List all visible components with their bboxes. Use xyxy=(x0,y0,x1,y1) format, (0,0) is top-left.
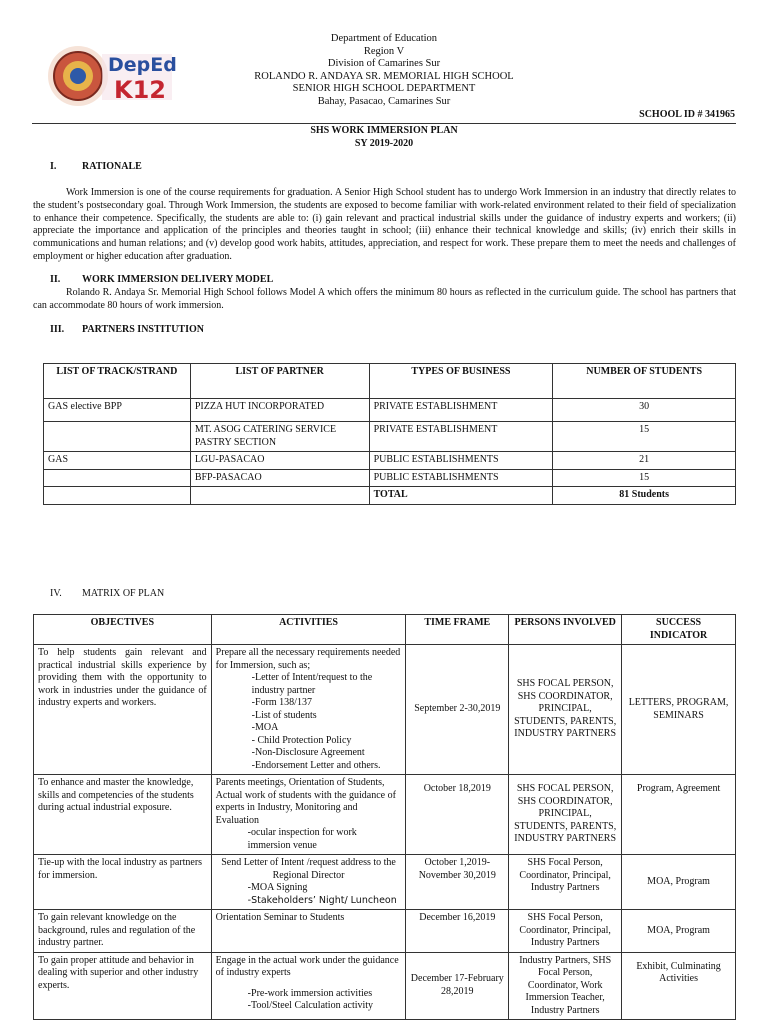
svg-text:DepEd: DepEd xyxy=(108,54,176,76)
section-title: PARTNERS INSTITUTION xyxy=(82,324,204,335)
activity-intro: Parents meetings, Orientation of Students, Actual work of students with the guidance of experts in Industry, Monitoring and Evaluation xyxy=(215,777,396,826)
table-row xyxy=(44,452,736,470)
total-row xyxy=(44,487,736,505)
indicator-cell: Program, Agreement xyxy=(622,775,736,855)
header-line-2: Region V xyxy=(363,45,405,57)
business-type-cell: PRIVATE ESTABLISHMENT xyxy=(369,422,553,452)
objective-cell: To help students gain relevant and practical industrial skills experience by providing them with the opportunity to work in industries under the guidance of industry experts and workers. xyxy=(34,645,212,775)
letterhead xyxy=(0,33,768,108)
activity-items: -Pre-work immersion activities -Tool/Steel Calculation activity xyxy=(247,987,374,1011)
header-line-3: Division of Camarines Sur xyxy=(327,58,441,69)
activities-cell xyxy=(211,645,406,775)
activities-cell xyxy=(211,952,406,1020)
objective-cell: To enhance and master the knowledge, skills and competencies of the students during actual industrial exposure. xyxy=(34,775,212,855)
activities-cell xyxy=(211,775,406,855)
column-header: OBJECTIVES xyxy=(34,615,212,645)
column-header: TYPES OF BUSINESS xyxy=(369,364,553,399)
objective-cell: Tie-up with the local industry as partners for immersion. xyxy=(34,855,212,910)
matrix-table xyxy=(33,614,736,1020)
business-type-cell: PUBLIC ESTABLISHMENTS xyxy=(369,469,553,487)
persons-cell: SHS Focal Person, Coordinator, Principal, Industry Partners xyxy=(509,910,622,953)
total-value: 81 Students xyxy=(553,487,736,505)
column-header: NUMBER OF STUDENTS xyxy=(553,364,736,399)
activity-extra: -Stakeholders’ Night/ Luncheon xyxy=(247,894,397,906)
business-type-cell: PUBLIC ESTABLISHMENTS xyxy=(369,452,553,470)
activity-items: -Letter of Intent/request to the industry partner -Form 138/137 -List of students -MOA - Child Protection Policy -Non-Disclosure Agreement -Endorsement Letter and others. xyxy=(251,672,381,771)
section-matrix-heading xyxy=(50,588,164,599)
plan-title: SHS WORK IMMERSION PLAN xyxy=(310,125,458,136)
student-count-cell: 15 xyxy=(553,422,736,452)
activity-intro: Engage in the actual work under the guidance of industry experts xyxy=(215,954,399,978)
column-header: TIME FRAME xyxy=(406,615,509,645)
student-count-cell: 30 xyxy=(553,399,736,422)
activity-items: -MOA Signing xyxy=(247,882,308,893)
school-id: SCHOOL ID # 341965 xyxy=(639,109,735,120)
objective-cell: To gain relevant knowledge on the background, rules and regulation of the industry partner. xyxy=(34,910,212,953)
indicator-cell: MOA, Program xyxy=(622,910,736,953)
partner-cell: LGU-PASACAO xyxy=(190,452,369,470)
section-partners-heading xyxy=(50,324,204,335)
partners-table xyxy=(43,363,736,505)
table-row xyxy=(44,399,736,422)
section-number: II. xyxy=(50,274,61,285)
track-cell: GAS xyxy=(44,452,191,470)
indicator-cell: MOA, Program xyxy=(622,855,736,910)
time-frame-cell: October 18,2019 xyxy=(406,775,509,855)
track-cell xyxy=(44,469,191,487)
indicator-cell: Exhibit, Culminating Activities xyxy=(622,952,736,1020)
table-row xyxy=(34,775,736,855)
svg-text:K12: K12 xyxy=(114,76,166,104)
activities-cell: Orientation Seminar to Students xyxy=(211,910,406,953)
table-row xyxy=(44,469,736,487)
persons-cell: SHS FOCAL PERSON, SHS COORDINATOR, PRINCIPAL, STUDENTS, PARENTS, INDUSTRY PARTNERS xyxy=(509,775,622,855)
objective-cell: To gain proper attitude and behavior in dealing with superior and other industry experts. xyxy=(34,952,212,1020)
section-number: IV. xyxy=(50,588,62,599)
activity-intro: Prepare all the necessary requirements needed for Immersion, such as; xyxy=(215,647,401,671)
indicator-cell: LETTERS, PROGRAM, SEMINARS xyxy=(622,645,736,775)
time-frame-cell: December 16,2019 xyxy=(406,910,509,953)
track-cell xyxy=(44,422,191,452)
delivery-model-paragraph: Rolando R. Andaya Sr. Memorial High School follows Model A which offers the minimum 80 hours as reflected in the curriculum guide. The school has partners that can accommodate 80 hours of work immersion. xyxy=(33,287,736,311)
section-number: I. xyxy=(50,161,57,172)
section-title: MATRIX OF PLAN xyxy=(82,588,165,599)
table-header-row xyxy=(34,615,736,645)
table-row xyxy=(44,422,736,452)
persons-cell: Industry Partners, SHS Focal Person, Coordinator, Work Immersion Teacher, Industry Partners xyxy=(509,952,622,1020)
activities-cell xyxy=(211,855,406,910)
table-row xyxy=(34,910,736,953)
section-title: RATIONALE xyxy=(82,161,142,172)
column-header: LIST OF TRACK/STRAND xyxy=(44,364,191,399)
track-cell: GAS elective BPP xyxy=(44,399,191,422)
total-label: TOTAL xyxy=(369,487,553,505)
time-frame-cell: December 17-February 28,2019 xyxy=(406,952,509,1020)
column-header: ACTIVITIES xyxy=(211,615,406,645)
section-delivery-heading xyxy=(50,274,273,285)
rationale-paragraph: Work Immersion is one of the course requirements for graduation. A Senior High School student has to undergo Work Immersion in an industry that directly relates to the student’s postsecondary goal. Through Work Immersion, the students are exposed to become familiar with work-related environment related to their field of specialization to enhance their competence. Specifically, the students are able to: (i) gain relevant and practical industrial skills under the guidance of industry experts and workers; (ii) appreciate the importance and application of the principles and theories taught in school; (iii) enhance their technical knowledge and skills; (iv) enrich their skills in communications and human relations; and (v) develop good work habits, attitudes, appreciation, and respect for work. These prepare them to meet the needs and challenges of employment or higher education after graduation. xyxy=(33,187,736,262)
student-count-cell: 15 xyxy=(553,469,736,487)
section-number: III. xyxy=(50,324,65,335)
header-line-4: ROLANDO R. ANDAYA SR. MEMORIAL HIGH SCHOOL xyxy=(254,70,514,82)
table-row xyxy=(34,645,736,775)
table-row xyxy=(34,855,736,910)
business-type-cell: PRIVATE ESTABLISHMENT xyxy=(369,399,553,422)
table-row xyxy=(34,952,736,1020)
plan-year: SY 2019-2020 xyxy=(354,138,414,149)
activity-intro: Send Letter of Intent /request address to the Regional Director xyxy=(221,857,396,881)
partner-cell: MT. ASOG CATERING SERVICE PASTRY SECTION xyxy=(190,422,369,452)
header-line-1: Department of Education xyxy=(330,33,438,44)
persons-cell: SHS FOCAL PERSON, SHS COORDINATOR, PRINCIPAL, STUDENTS, PARENTS, INDUSTRY PARTNERS xyxy=(509,645,622,775)
plan-title-block xyxy=(0,124,768,150)
section-rationale-heading xyxy=(50,161,142,172)
time-frame-cell: October 1,2019- November 30,2019 xyxy=(406,855,509,910)
partner-cell: BFP-PASACAO xyxy=(190,469,369,487)
table-header-row xyxy=(44,364,736,399)
student-count-cell: 21 xyxy=(553,452,736,470)
partner-cell: PIZZA HUT INCORPORATED xyxy=(190,399,369,422)
column-header: PERSONS INVOLVED xyxy=(509,615,622,645)
header-line-6: Bahay, Pasacao, Camarines Sur xyxy=(317,95,451,107)
column-header: LIST OF PARTNER xyxy=(190,364,369,399)
time-frame-cell: September 2-30,2019 xyxy=(406,645,509,775)
persons-cell: SHS Focal Person, Coordinator, Principal, Industry Partners xyxy=(509,855,622,910)
column-header: SUCCESS INDICATOR xyxy=(622,615,736,645)
header-line-5: SENIOR HIGH SCHOOL DEPARTMENT xyxy=(292,83,476,94)
activity-items: -ocular inspection for work immersion venue xyxy=(247,827,357,851)
section-title: WORK IMMERSION DELIVERY MODEL xyxy=(82,274,274,285)
